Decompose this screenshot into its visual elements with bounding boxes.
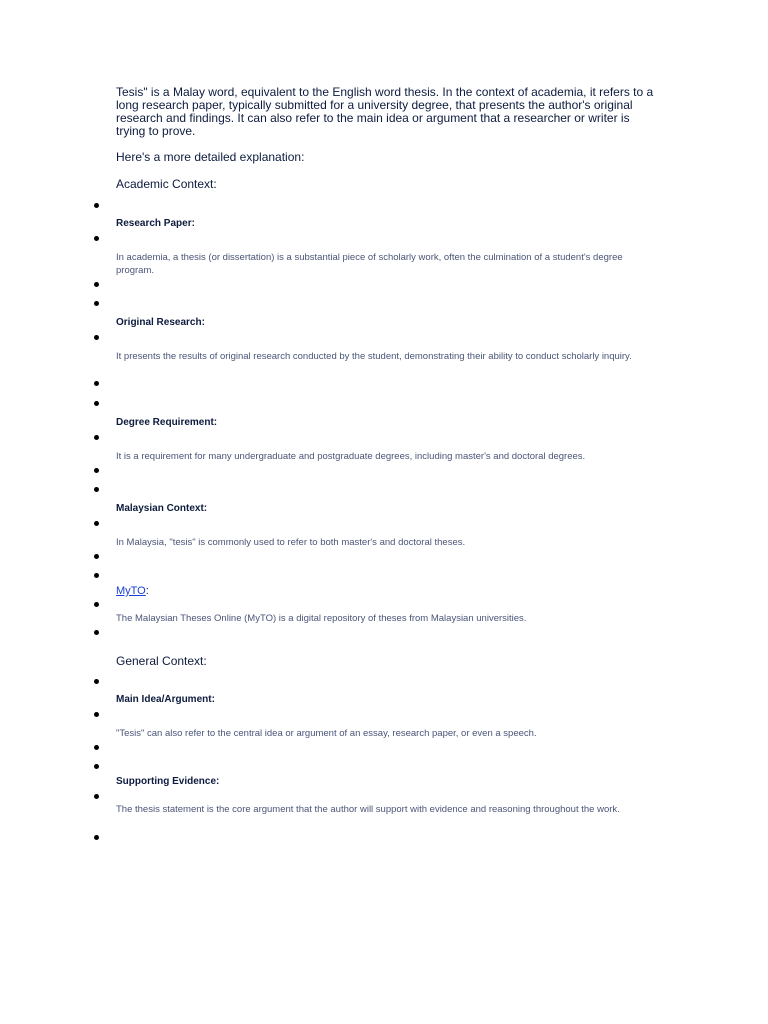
bullet-marker — [94, 301, 99, 306]
bullet-marker — [94, 435, 99, 440]
item-title-research-paper: Research Paper: — [116, 218, 195, 229]
bullet-marker — [94, 630, 99, 635]
bullet-marker — [94, 468, 99, 473]
bullet-marker — [94, 764, 99, 769]
bullet-marker — [94, 554, 99, 559]
bullet-marker — [94, 381, 99, 386]
item-text-main-idea: "Tesis" can also refer to the central idea or argument of an essay, research paper, or even a speech. — [116, 728, 537, 739]
item-title-main-idea: Main Idea/Argument: — [116, 694, 215, 705]
bullet-marker — [94, 573, 99, 578]
myto-title-suffix: : — [145, 585, 149, 597]
bullet-marker — [94, 401, 99, 406]
bullet-marker — [94, 236, 99, 241]
bullet-marker — [94, 602, 99, 607]
bullet-marker — [94, 679, 99, 684]
item-text-malaysian-context: In Malaysia, "tesis" is commonly used to refer to both master's and doctoral theses. — [116, 537, 466, 548]
bullet-marker — [94, 521, 99, 526]
section-heading-academic: Academic Context: — [116, 177, 217, 191]
item-text-myto: The Malaysian Theses Online (MyTO) is a digital repository of theses from Malaysian universities. — [116, 613, 527, 624]
myto-link[interactable]: MyTO — [116, 585, 146, 597]
item-title-original-research: Original Research: — [116, 317, 205, 328]
bullet-marker — [94, 203, 99, 208]
item-title-malaysian-context: Malaysian Context: — [116, 503, 208, 514]
bullet-marker — [94, 835, 99, 840]
item-title-degree-requirement: Degree Requirement: — [116, 417, 218, 428]
bullet-marker — [94, 335, 99, 340]
intro-paragraph: Tesis" is a Malay word, equivalent to the English word thesis. In the context of academia, it refers to a long research paper, typically submitted for a university degree, that presents the author's original research and findings. It can also refer to the main idea or argument that a researcher or writer is trying to prove. — [116, 85, 654, 138]
section-heading-general: General Context: — [116, 654, 207, 668]
lead-in-text: Here's a more detailed explanation: — [116, 150, 305, 164]
bullet-marker — [94, 712, 99, 717]
item-text-supporting-evidence: The thesis statement is the core argument that the author will support with evidence and reasoning throughout the work. — [116, 804, 620, 815]
item-text-original-research: It presents the results of original research conducted by the student, demonstrating their ability to conduct scholarly inquiry. — [116, 351, 632, 362]
item-title-supporting-evidence: Supporting Evidence: — [116, 776, 220, 787]
bullet-marker — [94, 487, 99, 492]
item-text-research-paper: In academia, a thesis (or dissertation) is a substantial piece of scholarly work, often the culmination of a student's degree program. — [116, 252, 623, 276]
item-text-degree-requirement: It is a requirement for many undergraduate and postgraduate degrees, including master's and doctoral degrees. — [116, 451, 586, 462]
bullet-marker — [94, 794, 99, 799]
bullet-marker — [94, 282, 99, 287]
item-title-myto — [116, 584, 149, 598]
bullet-marker — [94, 745, 99, 750]
